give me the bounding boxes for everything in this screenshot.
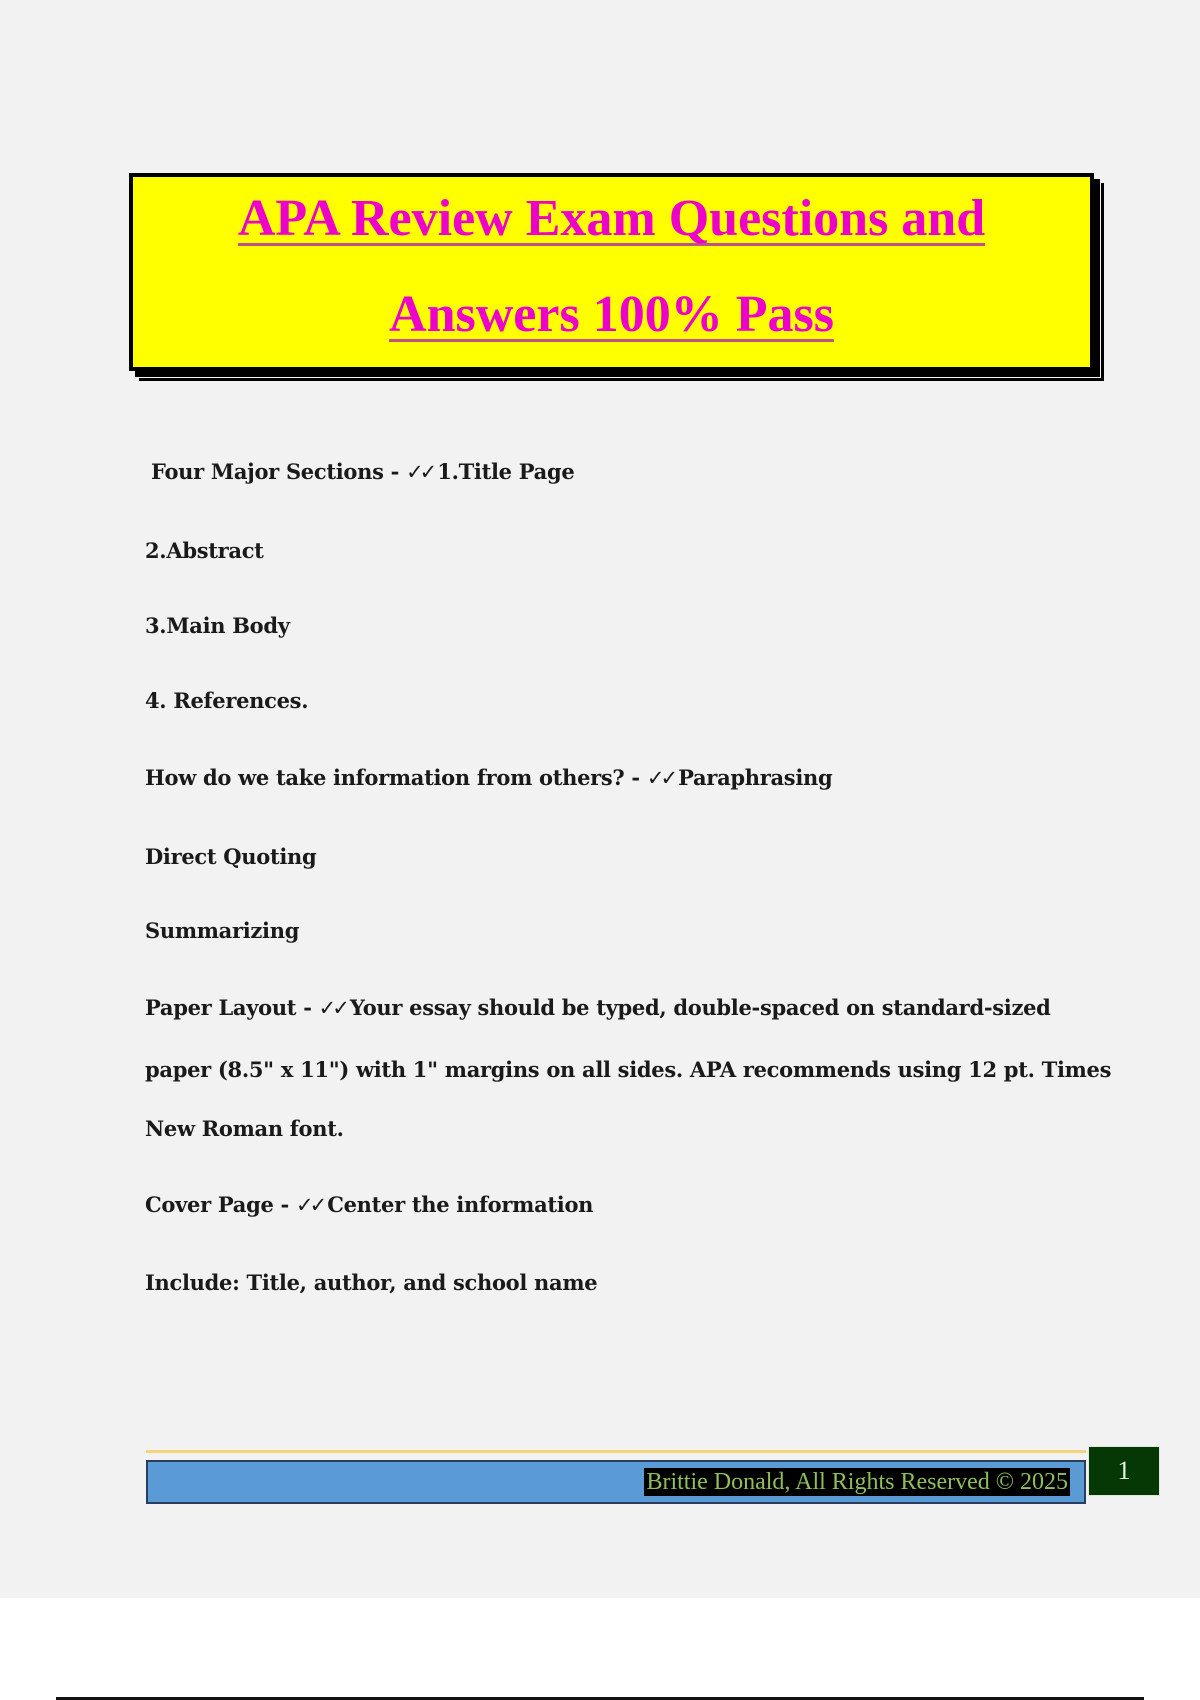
question-text: Cover Page - bbox=[145, 1192, 296, 1217]
line-text: 2.Abstract bbox=[145, 538, 264, 563]
text-line-paper-layout-cont-2 bbox=[145, 1118, 344, 1139]
question-text: How do we take information from others? - bbox=[145, 765, 647, 790]
double-check-icon: ✓✓ bbox=[646, 766, 675, 790]
qa-line-cover-page bbox=[145, 1194, 593, 1216]
title-text-1: APA Review Exam Questions and bbox=[237, 190, 986, 247]
answer-text: 1.Title Page bbox=[437, 459, 575, 484]
line-text: Direct Quoting bbox=[145, 844, 317, 869]
answer-text: Center the information bbox=[327, 1192, 594, 1217]
text-line-summarizing bbox=[145, 920, 299, 941]
title-line-2 bbox=[133, 286, 1090, 343]
qa-line-four-major-sections bbox=[151, 461, 574, 483]
qa-line-paper-layout bbox=[145, 997, 1051, 1019]
footer-gold-rule bbox=[146, 1450, 1086, 1453]
text-line-references bbox=[145, 690, 308, 711]
line-text: 4. References. bbox=[145, 688, 309, 713]
text-line-direct-quoting bbox=[145, 846, 316, 867]
footer-bar bbox=[146, 1460, 1086, 1504]
question-text: Four Major Sections - bbox=[151, 459, 407, 484]
text-line-abstract bbox=[145, 540, 264, 561]
title-text-2: Answers 100% Pass bbox=[389, 286, 834, 343]
answer-text: Your essay should be typed, double-spaced on standard-sized bbox=[349, 995, 1051, 1020]
line-text: paper (8.5" x 11") with 1" margins on all sides. APA recommends using 12 pt. Times bbox=[145, 1057, 1112, 1082]
footer-copyright: Brittie Donald, All Rights Reserved © 2025 bbox=[646, 1469, 1068, 1495]
line-text: 3.Main Body bbox=[145, 613, 290, 638]
double-check-icon: ✓✓ bbox=[318, 996, 346, 1020]
line-text: Include: Title, author, and school name bbox=[145, 1270, 598, 1295]
answer-text: Paraphrasing bbox=[678, 765, 833, 790]
title-line-1 bbox=[133, 190, 1090, 247]
title-box bbox=[129, 173, 1094, 371]
page-number-badge: 1 bbox=[1088, 1446, 1160, 1496]
double-check-icon: ✓✓ bbox=[406, 460, 434, 484]
line-text: New Roman font. bbox=[145, 1116, 344, 1141]
text-line-include bbox=[145, 1272, 597, 1293]
question-text: Paper Layout - bbox=[145, 995, 319, 1020]
double-check-icon: ✓✓ bbox=[295, 1193, 324, 1217]
qa-line-take-information bbox=[145, 767, 832, 789]
text-line-main-body bbox=[145, 615, 290, 636]
text-line-paper-layout-cont-1 bbox=[145, 1059, 1111, 1080]
line-text: Summarizing bbox=[145, 918, 300, 943]
